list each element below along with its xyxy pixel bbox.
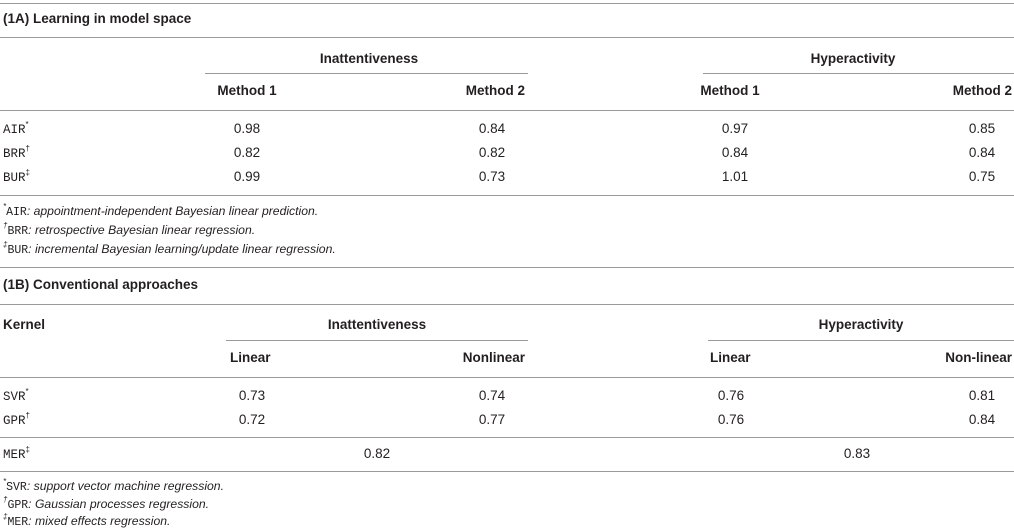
table-a-col-header: Method 2 [952, 83, 1012, 98]
table-b-title: (1B) Conventional approaches [3, 277, 199, 292]
table-cell: 0.85 [968, 121, 996, 136]
table-b-col-header: Non-linear [945, 350, 1012, 365]
table-cell: 0.76 [717, 388, 745, 403]
top-rule [0, 3, 1014, 4]
table-b-bottom-rule [0, 471, 1014, 472]
table-cell: 0.82 [478, 145, 506, 160]
table-cell: 0.82 [363, 446, 391, 461]
table-b-group-rule-right [708, 340, 1014, 341]
table-a-header-rule [0, 110, 1014, 111]
table-cell: 0.84 [721, 145, 749, 160]
table-cell: 0.77 [478, 412, 506, 427]
table-a-col-header: Method 1 [700, 83, 760, 98]
table-cell: 0.84 [968, 412, 996, 427]
table-cell: 0.81 [968, 388, 996, 403]
table-cell: 1.01 [721, 169, 749, 184]
table-b-group-hyperactivity: Hyperactivity [818, 317, 904, 332]
table-cell: 0.84 [968, 145, 996, 160]
table-b-title-rule [0, 304, 1014, 305]
table-a-group-inattentiveness: Inattentiveness [319, 51, 419, 66]
table-cell: 0.76 [717, 412, 745, 427]
table-a-title-rule [0, 37, 1014, 38]
table-a-group-rule-right [703, 73, 1014, 74]
table-b-col-header: Nonlinear [462, 350, 525, 365]
table-a-group-hyperactivity: Hyperactivity [810, 51, 896, 66]
table-cell: 0.97 [721, 121, 749, 136]
table-b-col-header: Linear [710, 350, 751, 365]
table-cell: 0.84 [478, 121, 506, 136]
table-cell: 0.99 [233, 169, 261, 184]
footnote: *SVR: support vector machine regression. [3, 477, 224, 494]
table-a-bottom-rule [0, 195, 1014, 196]
table-a-group-rule-left [205, 73, 528, 74]
footnote: †BRR: retrospective Bayesian linear regression. [3, 221, 256, 238]
footnote: ‡MER: mixed effects regression. [3, 512, 171, 529]
table-cell: 0.75 [968, 169, 996, 184]
footnote: *AIR: appointment-independent Bayesian linear prediction. [3, 202, 319, 219]
table-cell: 0.82 [233, 145, 261, 160]
table-row-label: AIR* [3, 120, 29, 137]
table-cell: 0.83 [843, 446, 871, 461]
table-cell: 0.73 [478, 169, 506, 184]
table-row-label: GPR† [3, 411, 30, 428]
table-cell: 0.72 [238, 412, 266, 427]
table-row-label: BRR† [3, 144, 30, 161]
table-row-label: MER‡ [3, 445, 30, 462]
table-a-col-header: Method 2 [465, 83, 525, 98]
table-b-col-header: Linear [230, 350, 271, 365]
table-row-label: BUR‡ [3, 168, 30, 185]
footnote: †GPR: Gaussian processes regression. [3, 495, 210, 512]
table-b-kernel-header: Kernel [3, 317, 46, 332]
table-b-group-rule-left [226, 340, 528, 341]
table-b-group-inattentiveness: Inattentiveness [327, 317, 427, 332]
table-cell: 0.74 [478, 388, 506, 403]
section-divider-rule [0, 267, 1014, 268]
table-cell: 0.98 [233, 121, 261, 136]
table-cell: 0.73 [238, 388, 266, 403]
table-b-header-rule [0, 377, 1014, 378]
table-a-col-header: Method 1 [217, 83, 277, 98]
table-row-label: SVR* [3, 387, 29, 404]
table-a-title: (1A) Learning in model space [3, 11, 192, 26]
table-b-mid-rule [0, 437, 1014, 438]
footnote: ‡BUR: incremental Bayesian learning/update linear regression. [3, 240, 336, 257]
